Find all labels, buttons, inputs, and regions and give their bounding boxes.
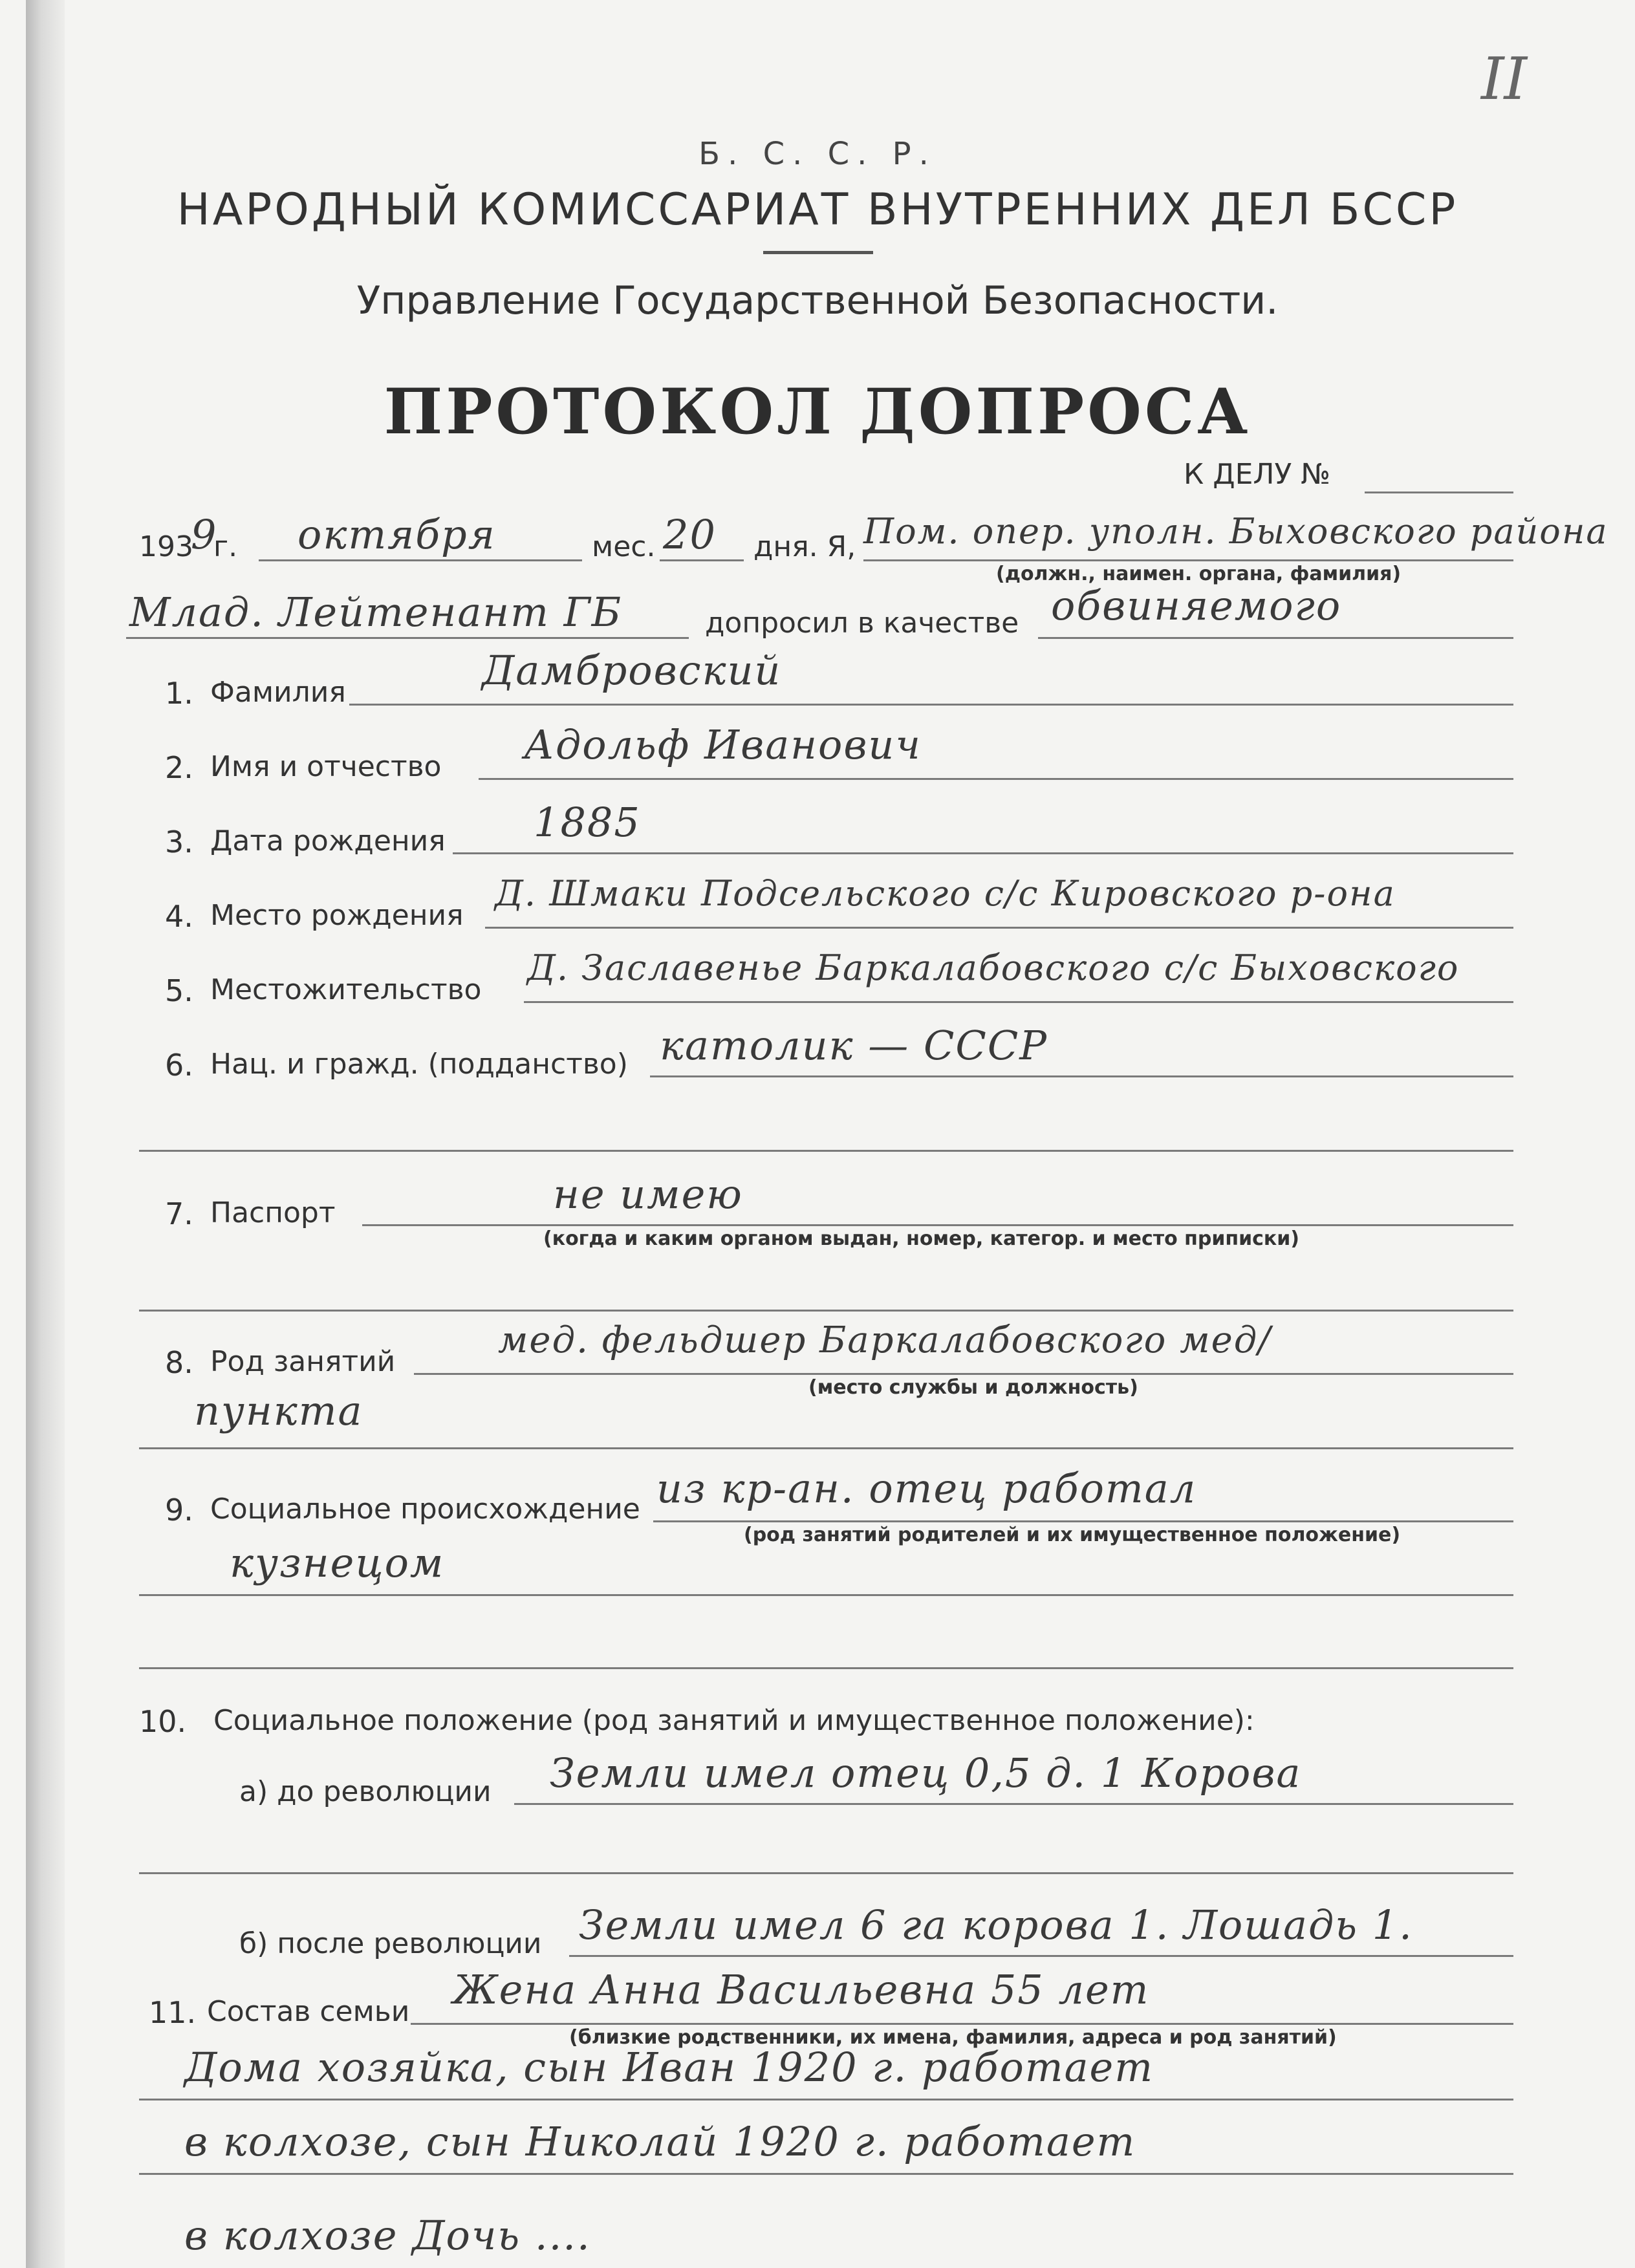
surname-value: Дамбровский [482,647,782,694]
year-suffix: г. [213,530,238,563]
questioned-label: допросил в качестве [705,607,1019,640]
ministry-heading: НАРОДНЫЙ КОМИССАРИАТ ВНУТРЕННИХ ДЕЛ БССР [177,184,1458,235]
occupation-value: мед. фельдшер Баркалабовского мед/ [498,1319,1272,1361]
field-9-extra-line-2 [139,1667,1513,1669]
before-revolution-value: Земли имел отец 0,5 д. 1 Корова [550,1749,1302,1797]
family-value-line-4: в колхозе Дочь .... [184,2212,591,2259]
field-4-label: Место рождения [210,899,464,932]
field-2-label: Имя и отчество [210,750,442,783]
capacity-line [1038,637,1513,639]
field-7-extra-line [139,1310,1513,1312]
social-origin-caption: (род занятий родителей и их имущественное положение) [744,1524,1401,1546]
field-5-label: Местожительство [210,973,482,1006]
department-heading: Управление Государственной Безопасности. [356,278,1279,323]
field-5-number: 5. [165,973,193,1008]
header-divider [763,251,873,254]
field-6-line [650,1075,1513,1077]
family-value-line-2: Дома хозяйка, сын Иван 1920 г. работает [184,2044,1154,2091]
family-value-line-3: в колхозе, сын Николай 1920 г. работает [184,2118,1136,2165]
field-2-line [479,778,1513,780]
field-6-number: 6. [165,1048,193,1083]
field-4-line [485,927,1513,929]
after-revolution-line [569,1955,1513,1957]
rank-line [126,637,689,639]
field-8-number: 8. [165,1345,193,1380]
field-10-label: Социальное положение (род занятий и имущественное положение): [213,1704,1255,1737]
field-6-label: Нац. и гражд. (подданство) [210,1048,628,1081]
field-1-line [349,704,1513,706]
month-value: октября [298,511,496,558]
residence-value: Д. Заславенье Баркалабовского с/с Быховского [527,947,1460,988]
official-line [863,559,1513,561]
occupation-value-line-2: пункта [194,1387,363,1434]
field-3-line [453,852,1513,854]
field-3-number: 3. [165,825,193,859]
official-caption: (должн., наимен. органа, фамилия) [996,563,1402,585]
field-7-number: 7. [165,1196,193,1231]
field-11-line [411,2023,1513,2025]
field-5-line [524,1001,1513,1003]
field-7-line [362,1224,1513,1226]
after-revolution-label: б) после революции [239,1927,542,1960]
binding-shadow [26,0,65,2268]
rank-value: Млад. Лейтенант ГБ [129,589,623,636]
before-revolution-line [514,1803,1513,1805]
field-4-number: 4. [165,899,193,934]
case-number-line [1365,491,1513,493]
day-value: 20 [663,511,717,558]
field-9-extra-line [139,1594,1513,1596]
case-number-label: К ДЕЛУ № [1184,458,1331,491]
day-label: дня. Я, [753,530,856,563]
field-10-number: 10. [139,1704,187,1739]
field-3-label: Дата рождения [210,825,446,858]
nationality-value: католик — СССР [660,1022,1048,1069]
passport-caption: (когда и каким органом выдан, номер, категор. и место приписки) [543,1227,1300,1250]
corner-mark: II [1481,45,1528,113]
field-8-line [414,1373,1513,1375]
field-9-number: 9. [165,1493,193,1528]
social-origin-value: из кр-ан. отец работал [656,1465,1197,1512]
family-line-2 [139,2099,1513,2101]
after-revolution-value: Земли имел 6 га корова 1. Лошадь 1. [579,1901,1413,1949]
family-line-3 [139,2173,1513,2175]
month-label: мес. [592,530,656,563]
document-title: ПРОТОКОЛ ДОПРОСА [384,375,1251,448]
family-caption: (близкие родственники, их имена, фамилия, адреса и род занятий) [569,2026,1337,2049]
name-patronymic-value: Адольф Иванович [524,721,922,768]
before-revolution-label: а) до революции [239,1775,492,1808]
year-digit: 9 [191,511,218,558]
occupation-caption: (место службы и должность) [808,1376,1138,1399]
field-11-number: 11. [149,1995,197,2030]
field-7-label: Паспорт [210,1196,336,1229]
passport-value: не имею [553,1171,743,1218]
field-1-number: 1. [165,676,193,711]
field-9-line [653,1520,1513,1522]
field-8-extra-line [139,1447,1513,1449]
field-6-extra-line [139,1150,1513,1152]
family-value: Жена Анна Васильевна 55 лет [453,1966,1150,2013]
day-line [660,559,744,561]
social-origin-value-line-2: кузнецом [230,1539,445,1586]
year-prefix: 193 [139,530,193,563]
field-10-extra-line [139,1872,1513,1874]
field-8-label: Род занятий [210,1345,396,1378]
field-1-label: Фамилия [210,676,346,709]
birth-place-value: Д. Шмаки Подсельского с/с Кировского р-она [495,873,1396,914]
month-line [259,559,582,561]
capacity-value: обвиняемого [1051,582,1342,629]
republic-label: Б. С. С. Р. [698,136,937,172]
official-value: Пом. опер. уполн. Быховского района [863,511,1608,552]
field-2-number: 2. [165,750,193,785]
birth-date-value: 1885 [534,799,641,846]
field-9-label: Социальное происхождение [210,1493,640,1526]
field-11-label: Состав семьи [207,1995,410,2028]
